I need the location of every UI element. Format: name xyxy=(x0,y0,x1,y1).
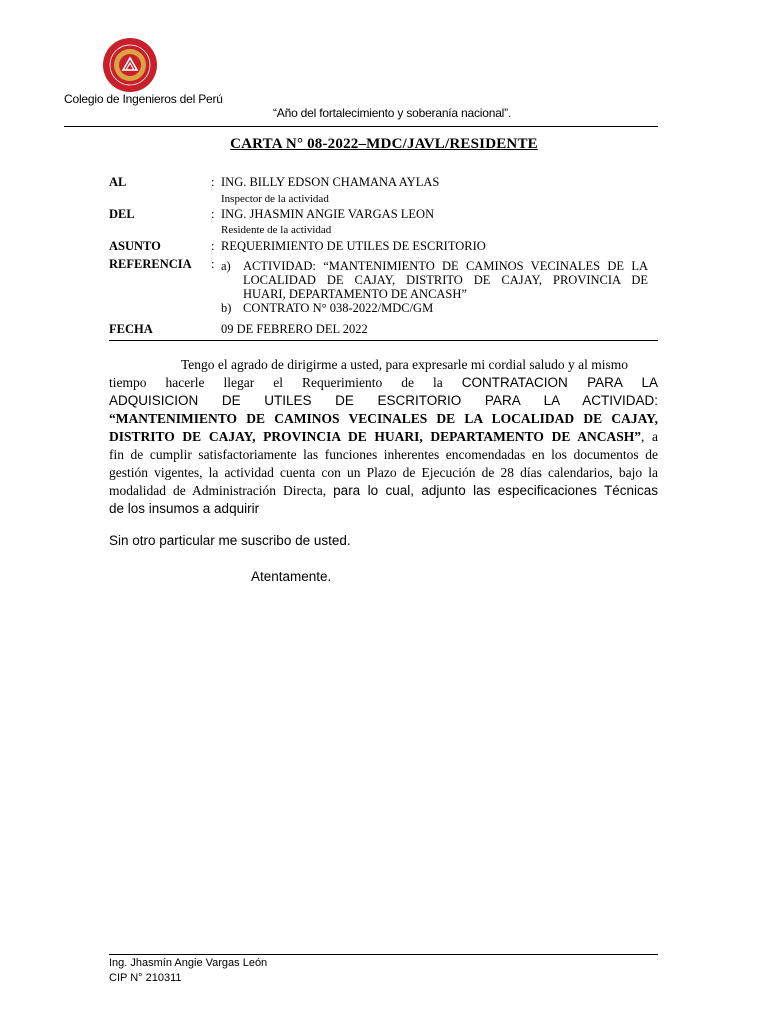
signature-name: Ing. Jhasmín Angie Vargas León xyxy=(109,957,268,969)
reference-a-line: LOCALIDAD DE CAJAY, DISTRITO DE CAJAY, PROVINCIA DE xyxy=(243,273,648,287)
field-label-asunto: ASUNTO xyxy=(109,239,161,253)
field-colon: : xyxy=(211,239,215,253)
field-colon: : xyxy=(211,175,215,189)
reference-marker-b: b) xyxy=(221,301,232,315)
field-value-asunto: REQUERIMIENTO DE UTILES DE ESCRITORIO xyxy=(221,239,486,253)
field-colon: : xyxy=(211,207,215,221)
field-value-fecha: 09 DE FEBRERO DEL 2022 xyxy=(221,322,368,336)
body-text: modalidad de Administración Directa, xyxy=(109,483,327,498)
body-line: ADQUISICION DE UTILES DE ESCRITORIO PARA LA ACTIVIDAD: xyxy=(109,393,658,408)
closing-line: Sin otro particular me suscribo de usted. xyxy=(109,533,351,548)
field-label-al: AL xyxy=(109,175,127,189)
letter-title: CARTA N° 08-2022–MDC/JAVL/RESIDENTE xyxy=(230,136,538,152)
field-value-al: ING. BILLY EDSON CHAMANA AYLAS xyxy=(221,175,440,189)
year-motto: “Año del fortalecimiento y soberanía nacional”. xyxy=(273,106,512,120)
body-line xyxy=(109,428,658,446)
body-paragraph xyxy=(109,356,658,518)
reference-marker-a: a) xyxy=(221,259,231,273)
body-line: de los insumos a adquirir xyxy=(109,501,260,516)
body-line: fin de cumplir satisfactoriamente las funciones inherentes encomendadas en los documentos de xyxy=(109,447,658,462)
body-text: tiempo hacerle llegar el Requerimiento de la xyxy=(109,375,443,390)
reference-b-text: CONTRATO N° 038-2022/MDC/GM xyxy=(243,301,434,315)
body-line xyxy=(109,482,658,500)
body-text: DISTRITO DE CAJAY, PROVINCIA DE HUARI, DEPARTAMENTO DE ANCASH” xyxy=(109,429,641,444)
field-label-del: DEL xyxy=(109,207,135,221)
body-line: gestión vigentes, la actividad cuenta con un Plazo de Ejecución de 28 días calendarios, bajo la xyxy=(109,465,658,480)
header-divider xyxy=(64,126,658,127)
field-label-fecha: FECHA xyxy=(109,322,153,336)
field-role-al: Inspector de la actividad xyxy=(221,193,329,205)
reference-a-line: ACTIVIDAD: “MANTENIMIENTO DE CAMINOS VECINALES DE LA xyxy=(243,259,648,273)
body-text: CONTRATACION PARA LA xyxy=(461,375,658,390)
date-divider xyxy=(109,340,658,341)
reference-a-line: HUARI, DEPARTAMENTO DE ANCASH” xyxy=(243,287,467,301)
institution-seal-logo xyxy=(102,37,158,93)
body-text: , a xyxy=(640,429,658,444)
closing-salutation: Atentamente. xyxy=(251,569,332,584)
signature-line xyxy=(109,954,658,955)
field-colon: : xyxy=(211,257,215,271)
field-label-referencia: REFERENCIA xyxy=(109,257,192,271)
org-name: Colegio de Ingenieros del Perú xyxy=(64,92,223,106)
body-line xyxy=(109,374,658,392)
reference-a-text xyxy=(243,259,648,301)
body-line: “MANTENIMIENTO DE CAMINOS VECINALES DE LA LOCALIDAD DE CAJAY, xyxy=(109,411,658,426)
body-text: para lo cual, adjunto las especificaciones Técnicas xyxy=(333,483,658,498)
field-role-del: Residente de la actividad xyxy=(221,224,332,236)
field-value-del: ING. JHASMIN ANGIE VARGAS LEON xyxy=(221,207,435,221)
signature-cip: CIP N° 210311 xyxy=(109,972,182,984)
body-line: Tengo el agrado de dirigirme a usted, para expresarle mi cordial saludo y al mismo xyxy=(181,357,629,372)
